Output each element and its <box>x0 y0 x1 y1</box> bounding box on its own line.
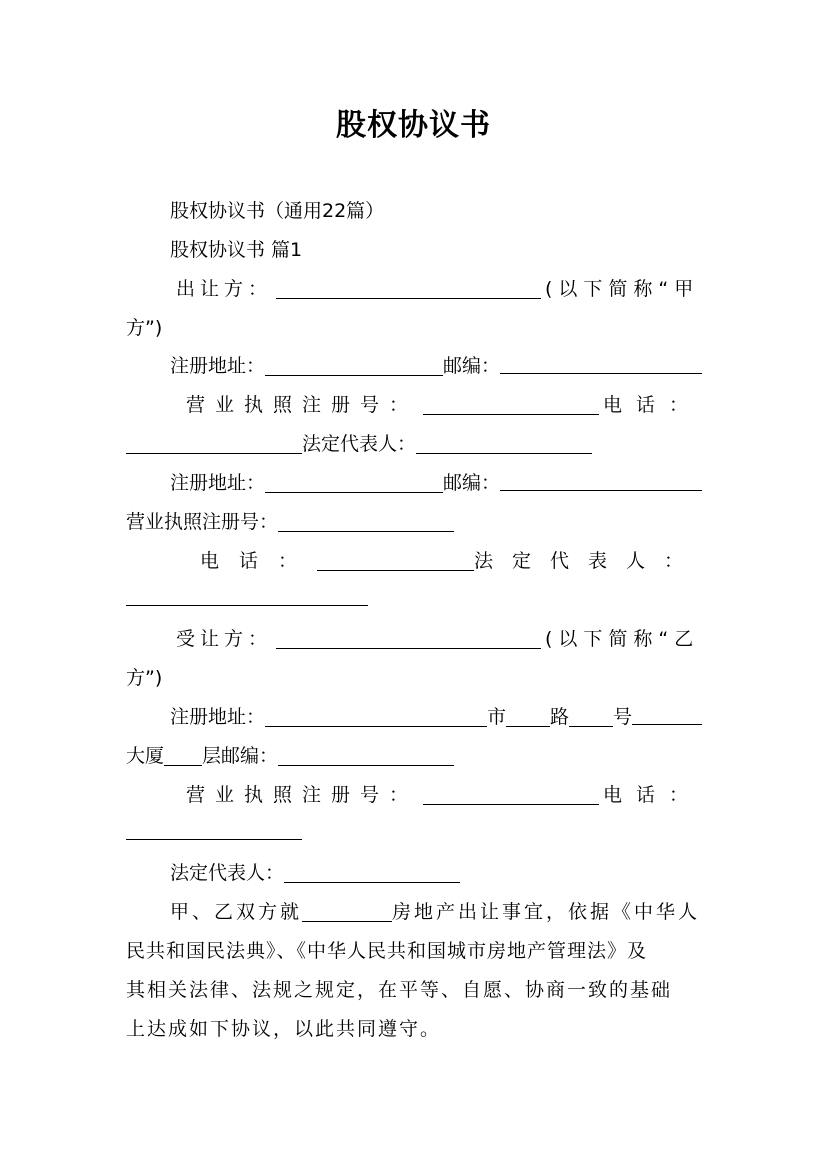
postcode-label-2: 邮编： <box>443 472 501 494</box>
phone-legal-line-2 <box>200 546 702 576</box>
license-label-3: 营业执照注册号： <box>186 784 419 806</box>
phone-label: 电话： <box>602 394 702 416</box>
phone-blank-2 <box>317 552 474 571</box>
legal-rep-blank-2 <box>126 587 368 606</box>
road-label: 路 <box>550 706 570 728</box>
building-label: 大厦 <box>126 745 165 767</box>
license-label: 营业执照注册号： <box>186 394 419 416</box>
abbr-b-end: 方”) <box>126 667 163 689</box>
para1: 甲、乙双方就 <box>170 901 303 923</box>
abbr-a-end: 方”) <box>126 317 163 339</box>
chapter-heading: 股权协议书 篇1 <box>170 239 303 261</box>
transferee-line <box>176 624 702 654</box>
number-blank <box>632 706 702 725</box>
license-phone-line <box>186 390 702 420</box>
reg-addr-line-b <box>170 468 702 498</box>
phone-blank-line-3 <box>126 819 702 849</box>
abbr-a: (以下简称“甲 <box>545 278 700 300</box>
phone-blank-3 <box>126 821 302 840</box>
phone-legal-line <box>126 429 702 459</box>
license-blank-2 <box>278 513 454 532</box>
para-line-2: 民共和国民法典》、《中华人民共和国城市房地产管理法》及 <box>126 940 648 962</box>
para1b: 房地产出让事宜，依据《中华人 <box>392 901 701 923</box>
city-blank <box>506 708 550 727</box>
phone-label-3: 电话： <box>602 784 702 806</box>
reg-addr-line-a <box>170 351 702 381</box>
legal-rep-blank-line <box>126 585 702 615</box>
reg-addr-label-2: 注册地址： <box>170 472 266 494</box>
abbr-b: (以下简称“乙 <box>545 628 700 650</box>
para-line-1 <box>170 897 702 927</box>
para-line-3: 其相关法律、法规之规定，在平等、自愿、协商一致的基础 <box>126 979 673 1001</box>
floor-post-blank <box>278 747 454 766</box>
legal-rep-blank-3 <box>284 864 460 883</box>
phone-blank <box>126 435 302 454</box>
phone-label-2: 电话： <box>200 550 318 572</box>
license-blank-3 <box>423 786 599 805</box>
license-line-2 <box>126 507 702 537</box>
floor-post-label: 层邮编： <box>202 745 279 767</box>
postcode-blank-2 <box>500 472 702 491</box>
postcode-blank <box>500 355 702 374</box>
reg-addr-label-3: 注册地址： <box>170 706 266 728</box>
license-blank <box>423 396 599 415</box>
postcode-label: 邮编： <box>443 355 501 377</box>
legal-rep-line-3 <box>170 858 702 888</box>
property-blank <box>302 903 392 922</box>
road-blank <box>569 708 613 727</box>
legal-rep-label-3: 法定代表人： <box>170 862 285 884</box>
legal-rep-label-2: 法定代表人： <box>473 550 702 572</box>
transferor-label: 出让方： <box>176 278 273 300</box>
reg-addr-blank <box>265 357 443 376</box>
transferee-label: 受让方： <box>176 628 273 650</box>
building-blank <box>164 747 202 766</box>
city-label: 市 <box>487 706 507 728</box>
number-label: 号 <box>613 706 633 728</box>
transferor-line <box>176 274 702 304</box>
reg-addr-label: 注册地址： <box>170 355 266 377</box>
document-title: 股权协议书 <box>336 108 491 143</box>
reg-addr-blank-2 <box>265 474 443 493</box>
legal-rep-label: 法定代表人： <box>302 433 417 455</box>
license-phone-line-3 <box>186 780 702 810</box>
subtitle: 股权协议书（通用22篇） <box>170 200 385 222</box>
addr-blank <box>265 708 487 727</box>
reg-addr-line-c <box>170 702 702 732</box>
license-label-2: 营业执照注册号： <box>126 511 279 533</box>
building-line <box>126 741 702 771</box>
para-line-4: 上达成如下协议，以此共同遵守。 <box>126 1018 442 1040</box>
transferee-blank <box>276 630 541 649</box>
legal-rep-blank <box>416 435 592 454</box>
transferor-blank <box>276 280 541 299</box>
